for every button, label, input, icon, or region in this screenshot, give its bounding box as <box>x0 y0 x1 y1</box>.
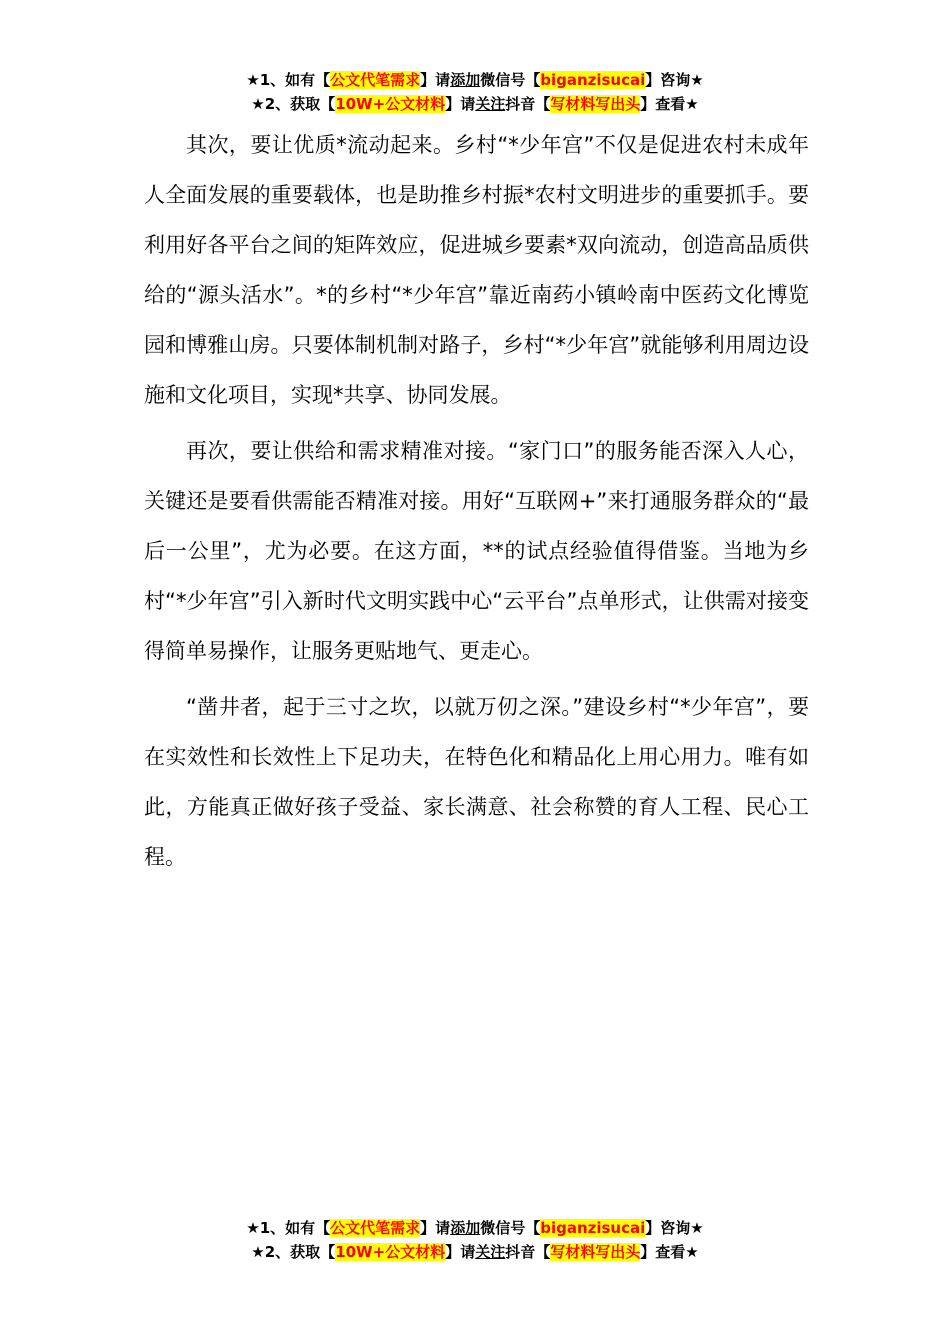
underlined-follow: 关注 <box>475 1243 506 1261</box>
banner-line-2 <box>0 1240 950 1264</box>
banner-text: 】咨询★ <box>645 71 704 89</box>
highlight-douyin: 写材料写出头 <box>550 95 641 113</box>
document-body <box>144 120 809 882</box>
banner-line-2 <box>0 92 950 116</box>
underlined-add: 添加 <box>450 71 481 89</box>
banner-line-1 <box>0 68 950 92</box>
highlight-wechat-id: biganzisucai <box>540 71 646 89</box>
highlight-douyin: 写材料写出头 <box>550 1243 641 1261</box>
paragraph: 再次，要让供给和需求精准对接。“家门口”的服务能否深入人心，关键还是要看供需能否精准对接。用好“互联网+”来打通服务群众的“最后一公里”，尤为必要。在这方面，**的试点经验值得借鉴。当地为乡村“*少年宫”引入新时代文明实践中心“云平台”点单形式，让供需对接变得简单易操作，让服务更贴地气、更走心。 <box>144 439 809 663</box>
underlined-follow: 关注 <box>475 95 506 113</box>
underlined-add: 添加 <box>450 1219 481 1237</box>
header-banner <box>0 68 950 116</box>
highlight-wechat-id: biganzisucai <box>540 1219 646 1237</box>
banner-text: 微信号【 <box>480 1219 541 1237</box>
banner-text: ★2、获取【 <box>251 1243 336 1261</box>
banner-text: 】请 <box>445 1243 476 1261</box>
highlight-materials: 10W+公文材料 <box>335 95 446 113</box>
banner-text: 】咨询★ <box>645 1219 704 1237</box>
banner-text: ★1、如有【 <box>246 1219 331 1237</box>
highlight-service: 公文代笔需求 <box>330 71 421 89</box>
banner-line-1 <box>0 1216 950 1240</box>
footer-banner <box>0 1216 950 1264</box>
banner-text: 】请 <box>445 95 476 113</box>
paragraph: 其次，要让优质*流动起来。乡村“*少年宫”不仅是促进农村未成年人全面发展的重要载体，也是助推乡村振*农村文明进步的重要抓手。要利用好各平台之间的矩阵效应，促进城乡要素*双向流动，创造高品质供给的“源头活水”。*的乡村“*少年宫”靠近南药小镇岭南中医药文化博览园和博雅山房。只要体制机制对路子，乡村“*少年宫”就能够利用周边设施和文化项目，实现*共享、协同发展。 <box>144 133 809 407</box>
banner-text: 抖音【 <box>505 95 551 113</box>
highlight-service: 公文代笔需求 <box>330 1219 421 1237</box>
banner-text: ★1、如有【 <box>246 71 331 89</box>
banner-text: ★2、获取【 <box>251 95 336 113</box>
banner-text: 抖音【 <box>505 1243 551 1261</box>
paragraph: “凿井者，起于三寸之坎，以就万仞之深。”建设乡村“*少年宫”，要在实效性和长效性上下足功夫，在特色化和精品化上用心用力。唯有如此，方能真正做好孩子受益、家长满意、社会称赞的育人工程、民心工程。 <box>144 695 809 869</box>
highlight-materials: 10W+公文材料 <box>335 1243 446 1261</box>
banner-text: 】请 <box>420 71 451 89</box>
banner-text: 】查看★ <box>640 95 699 113</box>
banner-text: 】请 <box>420 1219 451 1237</box>
banner-text: 】查看★ <box>640 1243 699 1261</box>
banner-text: 微信号【 <box>480 71 541 89</box>
